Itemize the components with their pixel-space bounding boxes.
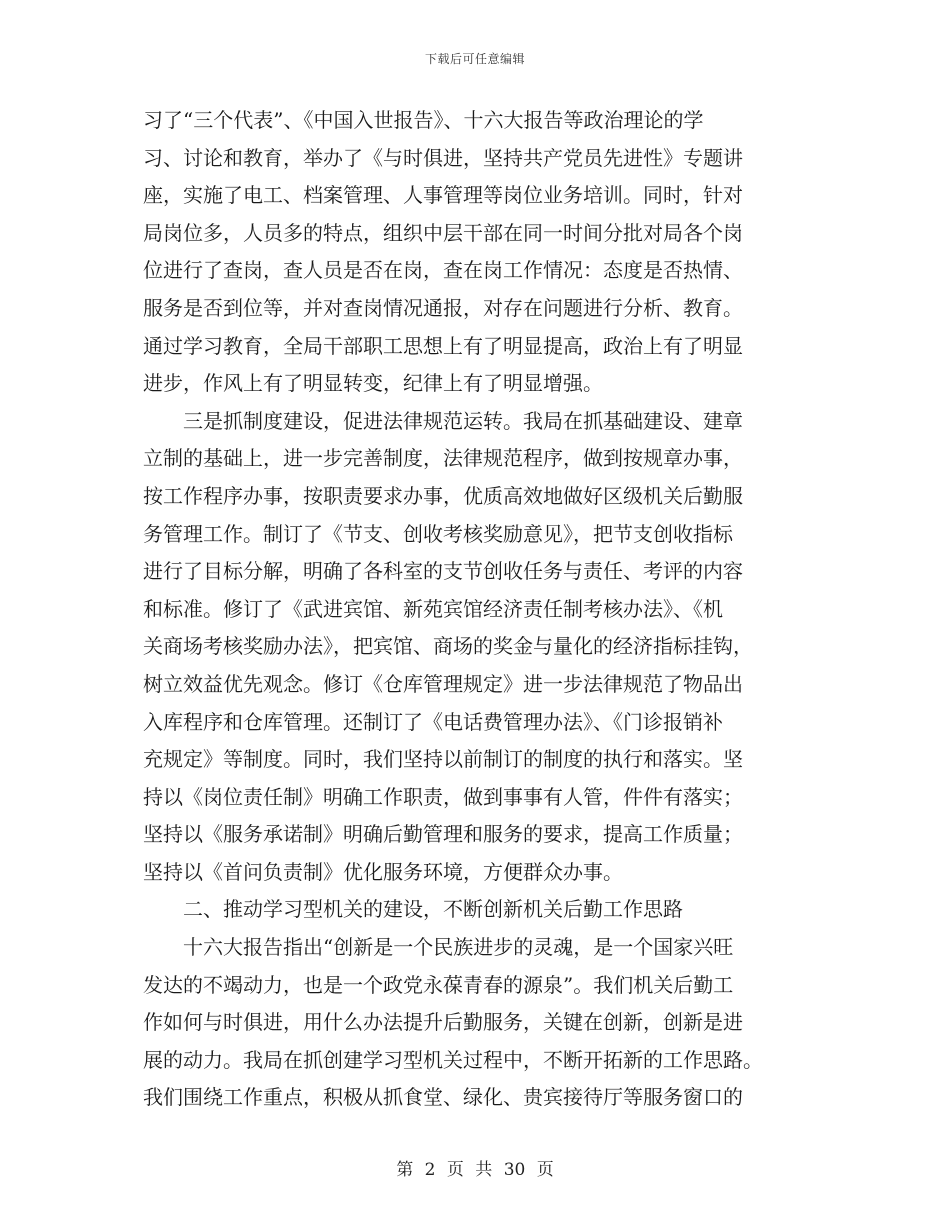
text-line: 树立效益优先观念。修订《仓库管理规定》进一步法律规范了物品出 — [143, 671, 743, 696]
text-line: 持以《岗位责任制》明确工作职责，做到事事有人管，件件有落实； — [143, 784, 743, 809]
text-line: 服务是否到位等，并对查岗情况通报，对存在问题进行分析、教育。 — [143, 295, 743, 320]
paragraph-start-line: 三是抓制度建设，促进法律规范运转。我局在抓基础建设、建章 — [143, 408, 743, 433]
section-heading: 二、推动学习型机关的建设，不断创新机关后勤工作思路 — [143, 897, 683, 922]
text-line: 局岗位多，人员多的特点，组织中层干部在同一时间分批对局各个岗 — [143, 220, 743, 245]
text-line: 充规定》等制度。同时，我们坚持以前制订的制度的执行和落实。坚 — [143, 747, 743, 772]
text-line: 习了“三个代表”、《中国入世报告》、十六大报告等政治理论的学 — [143, 108, 704, 132]
text-line: 作如何与时俱进，用什么办法提升后勤服务，关键在创新，创新是进 — [143, 1010, 743, 1035]
page-header: 下载后可任意编辑 — [424, 52, 525, 66]
text-line: 进行了目标分解，明确了各科室的支节创收任务与责任、考评的内容 — [143, 559, 743, 584]
text-line: 务管理工作。制订了《节支、创收考核奖励意见》，把节支创收指标 — [143, 521, 733, 546]
paragraph-start-line: 十六大报告指出“创新是一个民族进步的灵魂，是一个国家兴旺 — [143, 935, 734, 960]
text-line: 按工作程序办事，按职责要求办事，优质高效地做好区级机关后勤服 — [143, 483, 743, 508]
text-line: 通过学习教育，全局干部职工思想上有了明显提高，政治上有了明显 — [143, 333, 743, 358]
text-line: 坚持以《服务承诺制》明确后勤管理和服务的要求，提高工作质量； — [143, 822, 743, 847]
text-line: 位进行了查岗，查人员是否在岗，查在岗工作情况：态度是否热情、 — [143, 258, 743, 283]
text-line: 发达的不竭动力，也是一个政党永葆青春的源泉”。我们机关后勤工 — [143, 972, 734, 997]
text-line: 入库程序和仓库管理。还制订了《电话费管理办法》、《门诊报销补 — [143, 709, 723, 734]
text-line: 习、讨论和教育，举办了《与时俱进，坚持共产党员先进性》专题讲 — [143, 145, 743, 170]
text-line: 我们围绕工作重点，积极从抓食堂、绿化、贵宾接待厅等服务窗口的 — [143, 1085, 743, 1110]
text-line: 展的动力。我局在抓创建学习型机关过程中，不断开拓新的工作思路。 — [143, 1047, 763, 1072]
text-line: 进步，作风上有了明显转变，纪律上有了明显增强。 — [143, 371, 603, 396]
text-line: 和标准。修订了《武进宾馆、新苑宾馆经济责任制考核办法》、《机 — [143, 596, 723, 621]
text-line: 坚持以《首问负责制》优化服务环境，方便群众办事。 — [143, 859, 623, 884]
document-body — [143, 102, 811, 1117]
text-line: 立制的基础上，进一步完善制度，法律规范程序，做到按规章办事， — [143, 446, 743, 471]
text-line: 座，实施了电工、档案管理、人事管理等岗位业务培训。同时，针对 — [143, 183, 743, 208]
page-number-footer: 第 2 页 共 30 页 — [396, 1160, 554, 1180]
text-line: 关商场考核奖励办法》，把宾馆、商场的奖金与量化的经济指标挂钩， — [143, 634, 753, 659]
